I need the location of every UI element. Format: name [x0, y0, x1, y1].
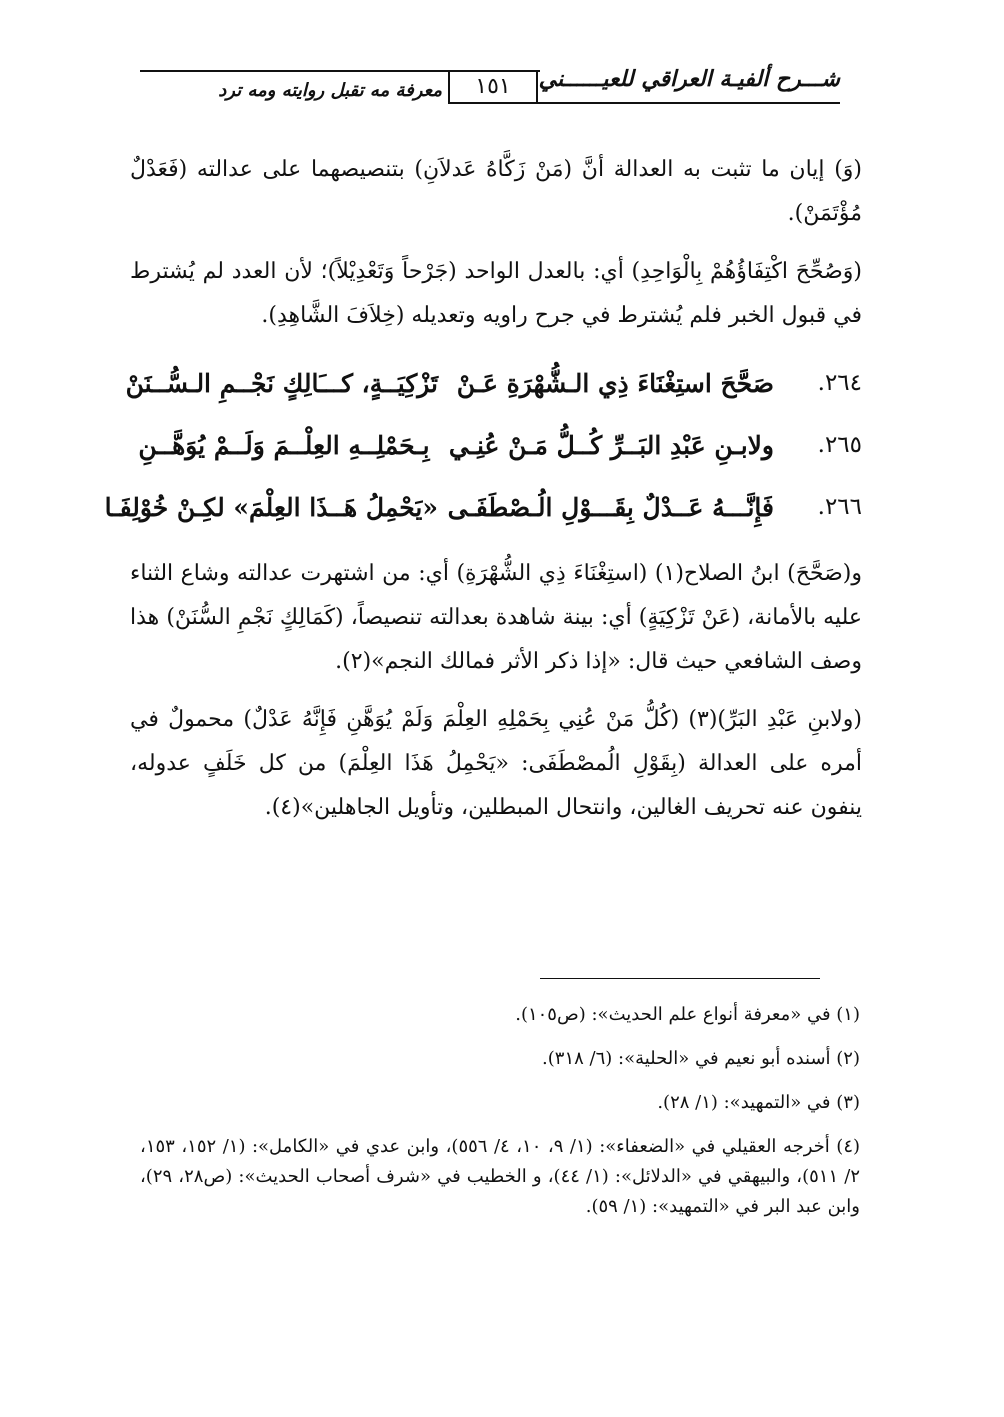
page-number: ١٥١ — [448, 72, 538, 104]
footnote-1: (١) في «معرفة أنواع علم الحديث»: (ص١٠٥). — [515, 1004, 860, 1025]
paragraph-4: (ولابنِ عَبْدِ البَرِّ)(٣) (كُلُّ مَنْ عُنِي بِحَمْلِهِ العِلْمَ وَلَمْ يُوَهَّنِ فَإِنَّهُ عَدْلٌ) محمولٌ في أمره على العدالة (بِقَوْلِ الُمصْطَفَى: «يَحْمِلُ هَذَا العِلْمَ) من كل خَلَفٍ عدوله، ينفون عنه تحريف الغالين، وانتحال المبطلين، وتأويل الجاهلين»(٤). — [130, 707, 862, 820]
verse-number: ٢٦٦. — [817, 494, 862, 520]
verse-second-hemistich: «يَحْمِلُ هَــذَا العِلْمَ» لكِـنْ خُوْلِفَـا — [104, 492, 438, 522]
header-rule-right — [538, 102, 840, 104]
paragraph-1: (وَ) إيان ما تثبت به العدالة أنَّ (مَنْ زَكَّاهُ عَدلاَنِ) بتنصيصهما على عدالته (فَعَدْلٌ مُؤْتَمَنْ). — [130, 157, 862, 226]
verse-first-hemistich: فَإِنَّـــهُ عَــدْلٌ بِقَـــوْلِ الُـصْطَفَـى — [447, 492, 774, 522]
footnotes — [140, 1000, 860, 1236]
verse-number: ٢٦٥. — [817, 432, 862, 458]
verse-264 — [125, 352, 862, 414]
book-title: شـــرح ألفيـة العراقي للعيــــــني — [538, 66, 840, 92]
verse-first-hemistich: صَحَّحَ استِغْنَاءَ ذِي الـشُّهْرَةِ عَـنْ — [456, 368, 774, 398]
verse-second-hemistich: تَزْكِيَــةٍ، كـــَالِكٍ نَجْــمِ الـسُّــنَنْ — [125, 368, 438, 398]
footnote-3: (٣) في «التمهيد»: (١/ ٢٨). — [657, 1092, 860, 1113]
footnote-2: (٢) أسنده أبو نعيم في «الحلية»: (٦/ ٣١٨). — [542, 1048, 860, 1069]
paragraph-3: و(صَحَّحَ) ابنُ الصلاح(١) (استِغْنَاءَ ذِي الشُّهْرَةِ) أي: من اشتهرت عدالته وشاع الثناء عليه بالأمانة، (عَنْ تَزْكِيَةٍ) أي: بينة شاهدة بعدالته تنصيصاً، (كَمَالِكٍ نَجْمِ السُّنَنْ) هذا وصف الشافعي حيث قال: «إذا ذكر الأثر فمالك النجم»(٢). — [130, 561, 862, 674]
verse-265 — [130, 414, 862, 476]
verse-number: ٢٦٤. — [817, 370, 862, 396]
chapter-title: معرفة مه تقبل روايته ومه ترد — [218, 80, 442, 101]
verse-first-hemistich: ولابـنِ عَبْدِ البَــرِّ كُــلُّ مَـنْ عُنِـي — [448, 430, 774, 460]
verse-second-hemistich: بِـحَمْلِــهِ العِلْــمَ وَلَــمْ يُوَهَّــنِ — [138, 430, 430, 460]
page-header — [140, 62, 840, 124]
footnote-separator — [540, 978, 820, 979]
main-text — [104, 148, 862, 844]
paragraph-2: (وَصُحِّحَ اكْتِفَاؤُهُمْ بِالْوَاحِدِ) أي: بالعدل الواحد (جَرْحاً وَتَعْدِيْلاً)؛ لأن العدد لم يُشترط في قبول الخبر فلم يُشترط في جرح راويه وتعديله (خِلاَفَ الشَّاهِدِ). — [130, 259, 862, 328]
footnote-4: (٤) أخرجه العقيلي في «الضعفاء»: (١/ ٩، ١٠، ٤/ ٥٥٦)، وابن عدي في «الكامل»: (١/ ١٥٢، ١٥٣، ٢/ ٥١١)، والبيهقي في «الدلائل»: (١/ ٤٤)، و الخطيب في «شرف أصحاب الحديث»: (ص٢٨، ٢٩)، وابن عبد البر في «التمهيد»: (١/ ٥٩). — [140, 1136, 861, 1217]
verse-266 — [104, 476, 862, 538]
